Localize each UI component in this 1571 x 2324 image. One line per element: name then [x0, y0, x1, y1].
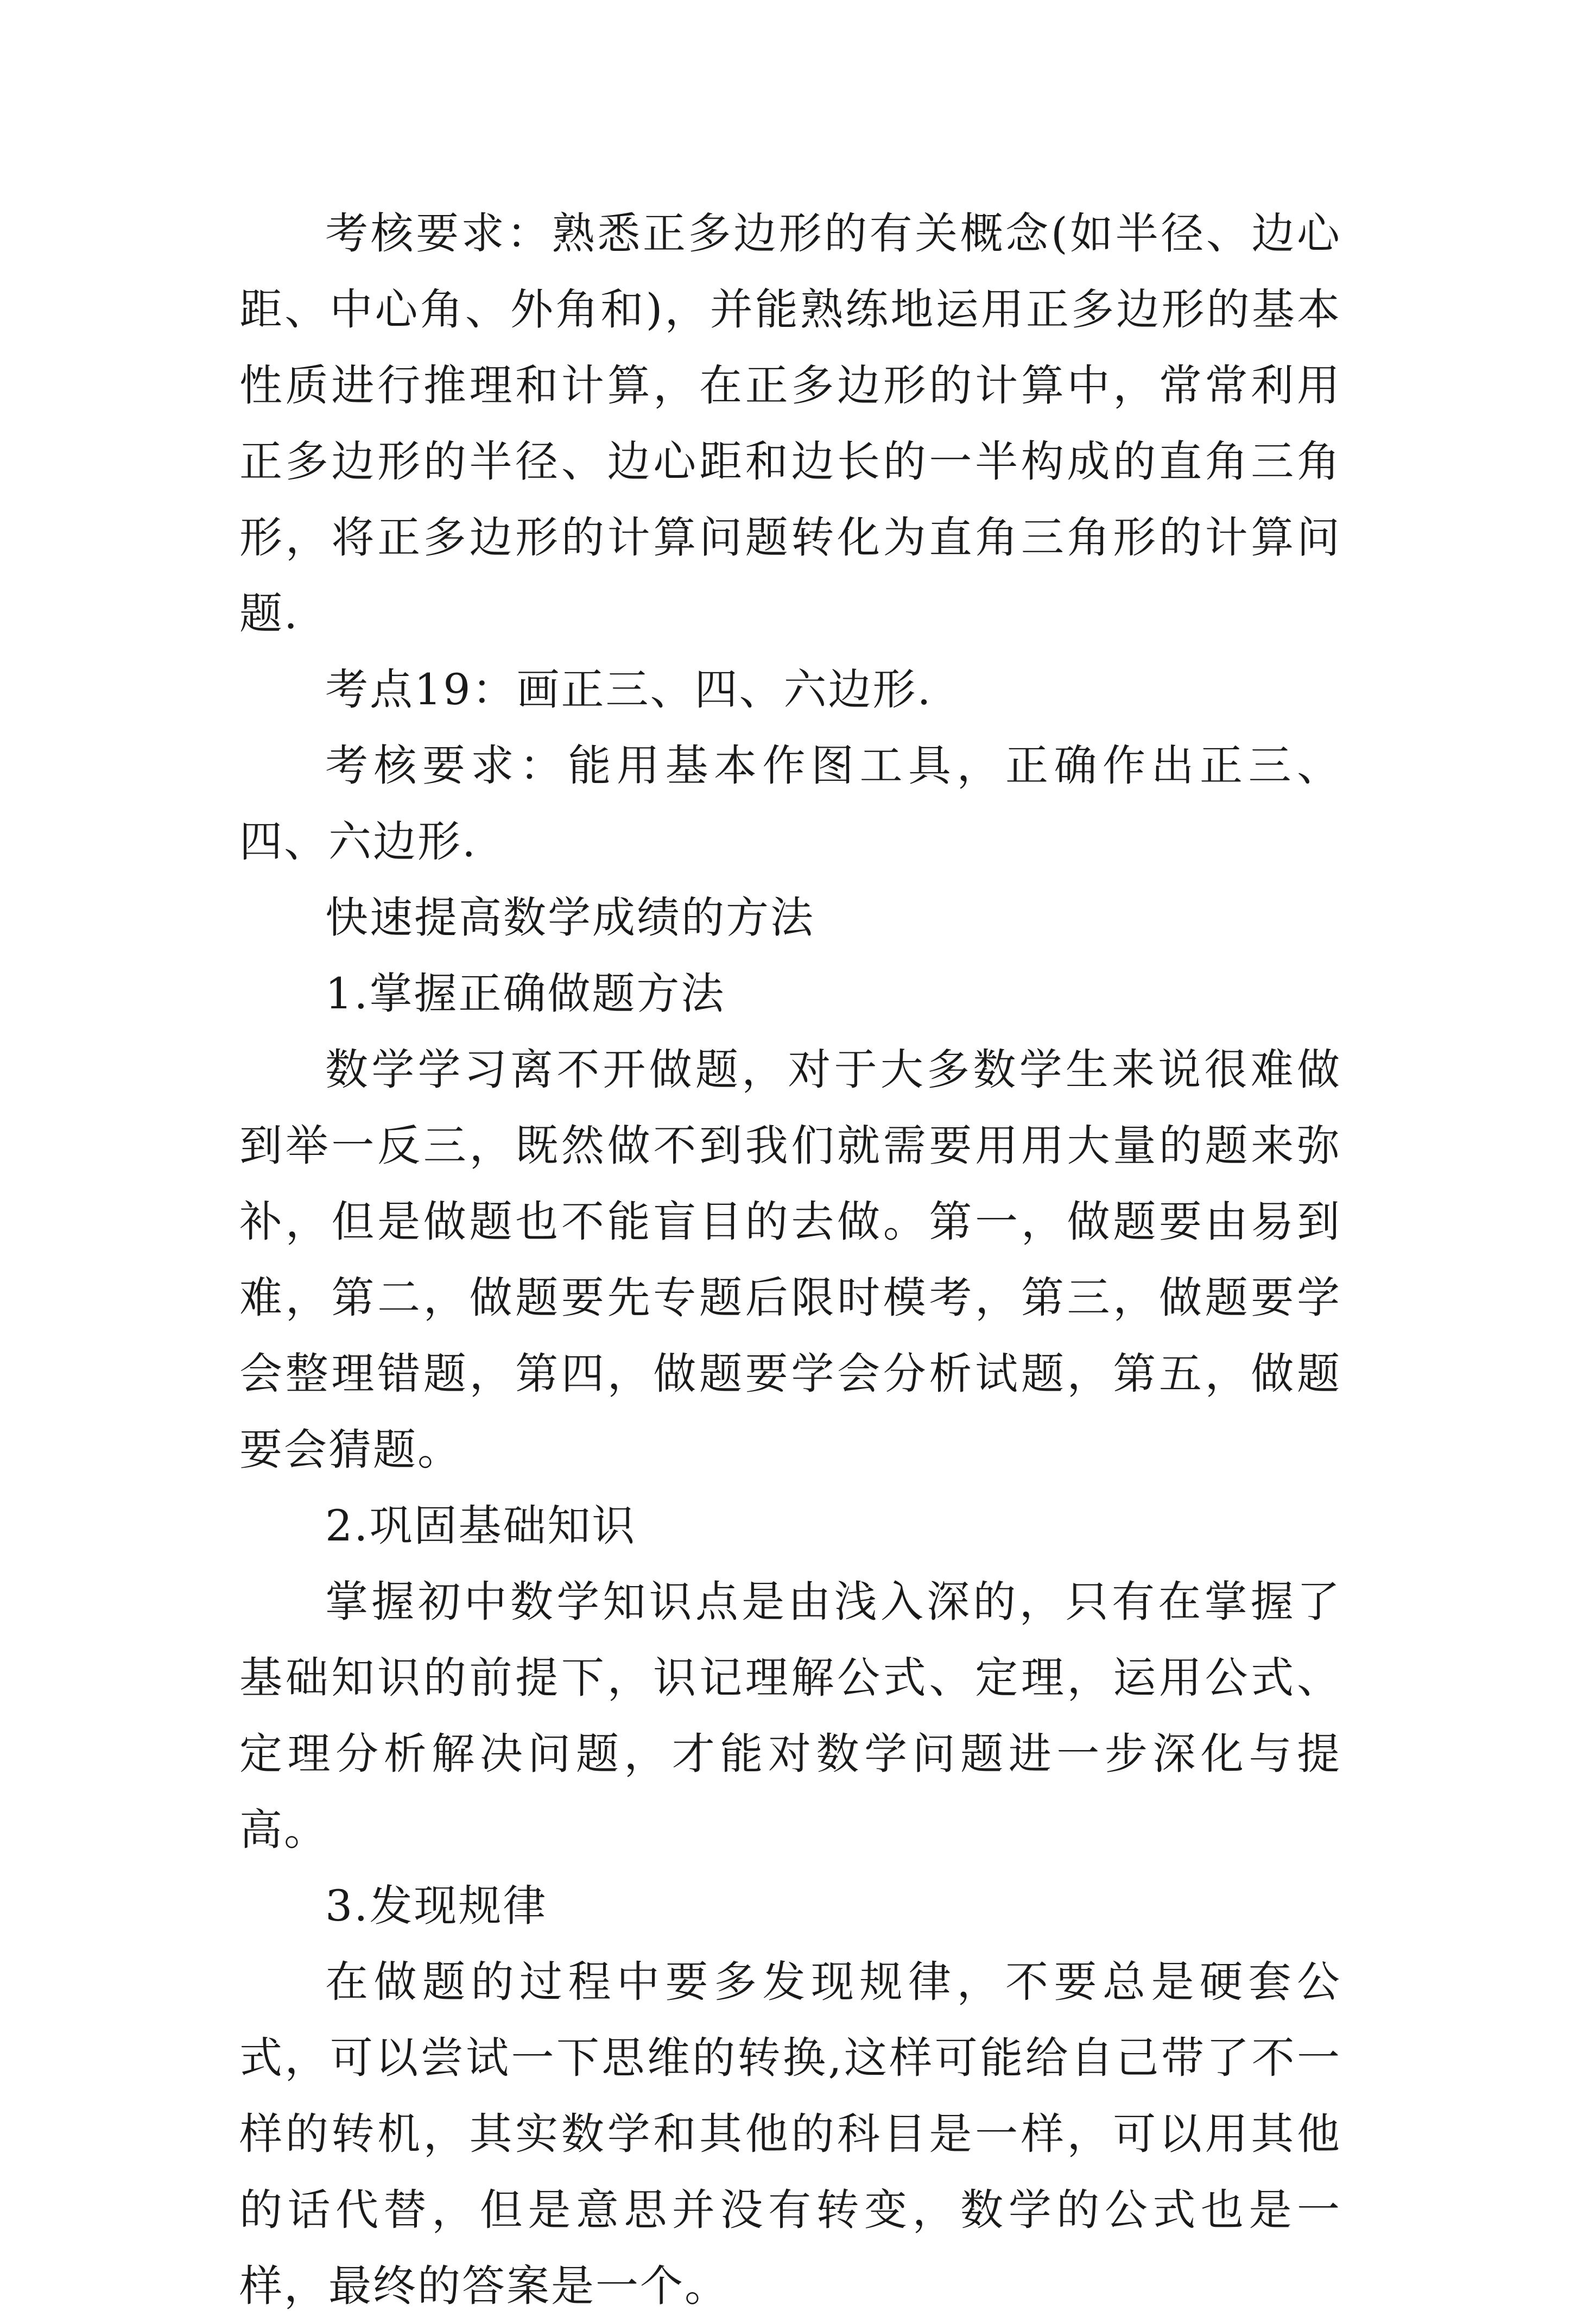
paragraph-requirement-polygon: 考核要求：熟悉正多边形的有关概念(如半径、边心距、中心角、外角和)，并能熟练地运用正多边形的基本性质进行推理和计算，在正多边形的计算中，常常利用正多边形的半径、边心距和边长的一半构成的直角三角形，将正多边形的计算问题转化为直角三角形的计算问题. — [239, 209, 1341, 639]
subheading-method-2: 2.巩固基础知识 — [325, 1501, 637, 1551]
section-heading-methods: 快速提高数学成绩的方法 — [325, 893, 815, 943]
paragraph-point-19: 考点19：画正三、四、六边形. — [325, 665, 933, 715]
paragraph-requirement-drawing: 考核要求：能用基本作图工具，正确作出正三、四、六边形. — [239, 741, 1341, 867]
document-body — [239, 195, 1341, 2324]
subheading-method-3: 3.发现规律 — [325, 1881, 548, 1931]
paragraph-method-1: 数学学习离不开做题，对于大多数学生来说很难做到举一反三，既然做不到我们就需要用用大量的题来弥补，但是做题也不能盲目的去做。第一，做题要由易到难，第二，做题要先专题后限时模考，第三，做题要学会整理错题，第四，做题要学会分析试题，第五，做题要会猜题。 — [239, 1045, 1341, 1475]
subheading-method-1: 1.掌握正确做题方法 — [325, 969, 726, 1019]
paragraph-method-2: 掌握初中数学知识点是由浅入深的，只有在掌握了基础知识的前提下，识记理解公式、定理，运用公式、定理分析解决问题，才能对数学问题进一步深化与提高。 — [239, 1577, 1341, 1855]
paragraph-method-3: 在做题的过程中要多发现规律，不要总是硬套公式，可以尝试一下思维的转换,这样可能给自己带了不一样的转机，其实数学和其他的科目是一样，可以用其他的话代替，但是意思并没有转变，数学的公式也是一样，最终的答案是一个。 — [239, 1957, 1341, 2311]
